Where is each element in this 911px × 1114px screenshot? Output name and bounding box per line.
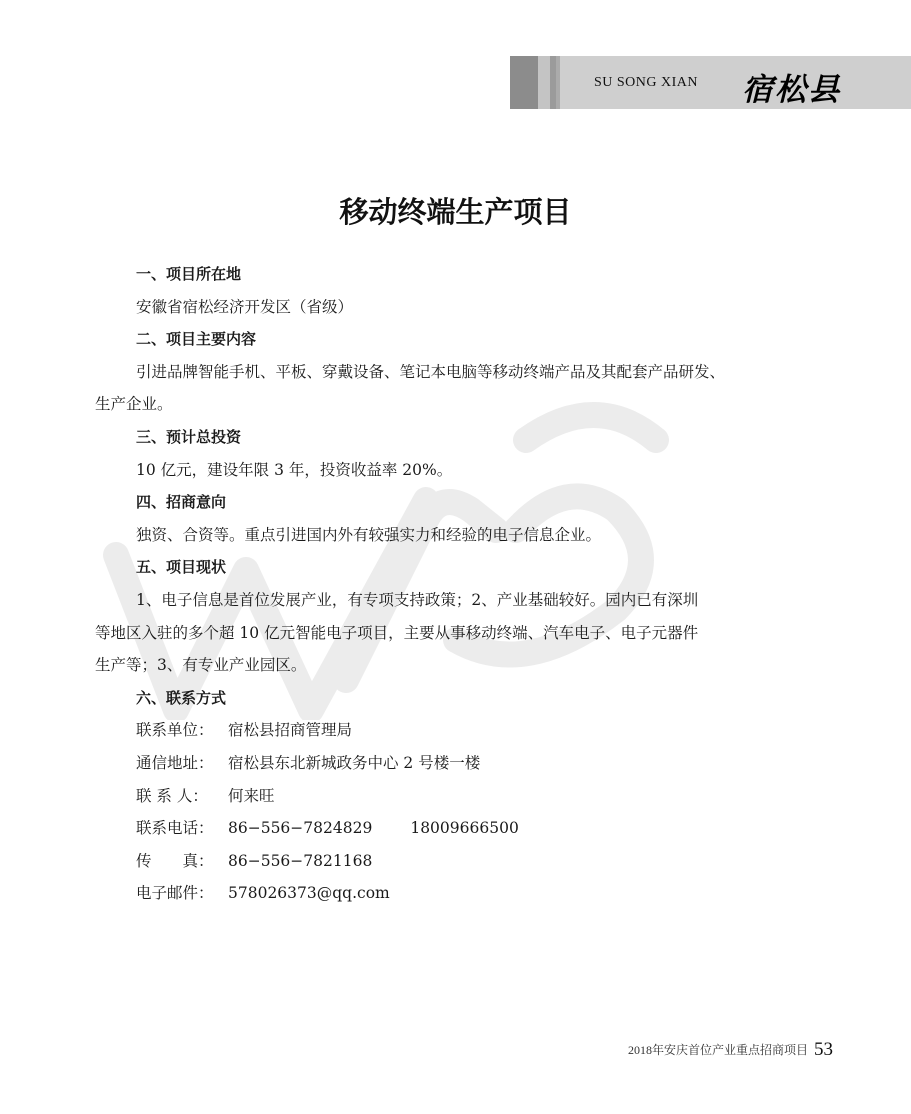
section-body: 等地区入驻的多个超 10 亿元智能电子项目，主要从事移动终端、汽车电子、电子元器件 [95, 623, 699, 642]
section-heading: 五、项目现状 [136, 558, 227, 577]
section-heading: 三、预计总投资 [136, 427, 242, 446]
page-title: 移动终端生产项目 [339, 195, 572, 229]
section-body: 安徽省宿松经济开发区（省级） [136, 297, 354, 316]
header-county-english: SU SONG XIAN [594, 75, 699, 90]
contact-phone [95, 812, 807, 845]
contact-value: 何来旺 [228, 786, 275, 805]
footer-publication: 2018年安庆首位产业重点招商项目 [627, 1043, 808, 1057]
section-heading: 六、联系方式 [136, 688, 227, 707]
page-number: 53 [814, 1039, 833, 1060]
section-heading: 四、招商意向 [136, 493, 227, 512]
header-stripe [538, 56, 550, 109]
contact-value: 86−556−7821168 [228, 851, 373, 870]
contact-unit [95, 714, 807, 747]
contact-label: 电子邮件： [136, 884, 214, 903]
section-body: 引进品牌智能手机、平板、穿戴设备、笔记本电脑等移动终端产品及其配套产品研发、 [136, 362, 726, 381]
section-body: 独资、合资等。重点引进国内外有较强实力和经验的电子信息企业。 [136, 525, 602, 544]
contact-phone-mobile: 18009666500 [410, 819, 519, 838]
contact-label: 联系单位： [136, 721, 214, 740]
contact-value: 578026373@qq.com [228, 884, 390, 903]
contact-value: 宿松县招商管理局 [228, 721, 353, 740]
section-body: 1、电子信息是首位发展产业，有专项支持政策；2、产业基础较好。园内已有深圳 [136, 590, 699, 609]
section-body: 10 亿元，建设年限 3 年，投资收益率 20%。 [136, 460, 453, 479]
section-heading: 二、项目主要内容 [136, 330, 257, 349]
contact-label: 联 系 人： [136, 786, 208, 805]
contact-email [95, 877, 807, 910]
section-heading: 一、项目所在地 [136, 265, 242, 283]
section-body: 生产企业。 [95, 395, 173, 414]
header-county-chinese: 宿松县 [742, 72, 841, 108]
contact-label: 传 真： [136, 851, 214, 870]
contact-label: 联系电话： [136, 819, 214, 838]
document-body [95, 258, 807, 910]
page-footer [628, 1039, 833, 1061]
contact-address [95, 747, 807, 780]
header-stripe [510, 56, 538, 109]
contact-fax [95, 845, 807, 878]
header-stripe [550, 56, 556, 109]
contact-phone-landline: 86−556−7824829 [228, 819, 373, 838]
section-body: 生产等；3、有专业产业园区。 [95, 656, 307, 675]
contact-value: 宿松县东北新城政务中心 2 号楼一楼 [228, 753, 481, 772]
contact-person [95, 780, 807, 813]
contact-label: 通信地址： [136, 753, 214, 772]
